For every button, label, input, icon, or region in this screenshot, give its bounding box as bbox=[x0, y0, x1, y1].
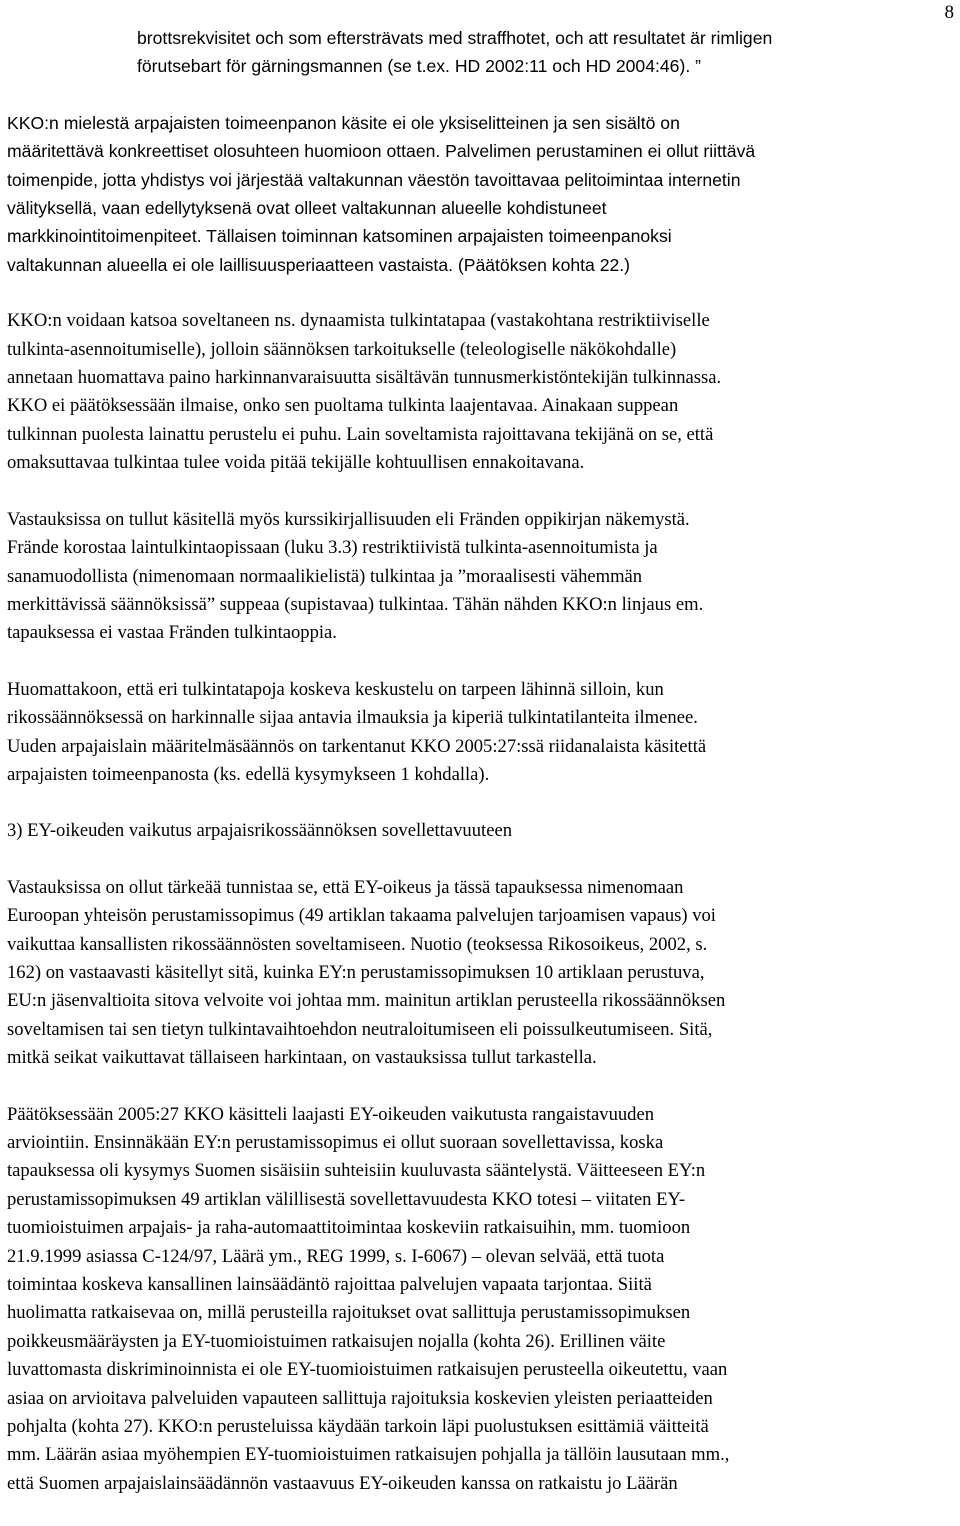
text-line: KKO:n voidaan katsoa soveltaneen ns. dynaamista tulkintatapaa (vastakohtana restriktiiviselle bbox=[7, 310, 710, 332]
text-line: pohjalta (kohta 27). KKO:n perusteluissa käydään tarkoin läpi puolustuksen esittämiä väitteitä bbox=[7, 1416, 709, 1438]
paragraph bbox=[7, 109, 945, 279]
text-line: Huomattakoon, että eri tulkintatapoja koskeva keskustelu on tarpeen lähinnä silloin, kun bbox=[7, 678, 664, 700]
text-line: vaikuttaa kansallisten rikossäännösten soveltamiseen. Nuotio (teoksessa Rikosoikeus, 2002, s. bbox=[7, 933, 708, 955]
text-line: tuomioistuimen arpajais- ja raha-automaattitoimintaa koskeviin ratkaisuihin, mm. tuomioon bbox=[7, 1217, 691, 1239]
text-line: tapauksessa ei vastaa Fränden tulkintaoppia. bbox=[7, 622, 337, 644]
text-line: toimintaa koskeva kansallinen lainsäädäntö rajoittaa palvelujen vapaata tarjontaa. Siitä bbox=[7, 1274, 652, 1296]
text-line: perustamissopimuksen 49 artiklan välillisestä sovellettavuudesta KKO totesi – viitaten EY- bbox=[7, 1188, 686, 1210]
paragraph bbox=[7, 676, 945, 790]
paragraph bbox=[7, 307, 945, 477]
text-line: Vastauksissa on tullut käsitellä myös kurssikirjallisuuden eli Fränden oppikirjan näkemystä. bbox=[7, 508, 690, 530]
text-line: 21.9.1999 asiassa C-124/97, Läärä ym., REG 1999, s. I-6067) – olevan selvää, että tuota bbox=[7, 1245, 665, 1267]
text-line: tulkinta-asennoitumiselle), jolloin säännöksen tarkoitukselle (teleologiselle näkökohdalle) bbox=[7, 338, 677, 360]
text-line: rikossäännöksessä on harkinnalle sijaa antavia ilmauksia ja kiperiä tulkintatilanteita ilmenee. bbox=[7, 707, 698, 729]
text-line: sanamuodollista (nimenomaan normaalikielistä) tulkintaa ja ”moraalisesti vähemmän bbox=[7, 565, 643, 587]
document-body bbox=[7, 24, 945, 1526]
text-line: omaksuttavaa tulkintaa tulee voida pitää tekijälle kohtuullisen ennakoitavana. bbox=[7, 452, 585, 474]
heading-line: 3) EY-oikeuden vaikutus arpajaisrikossäännöksen sovellettavuuteen bbox=[7, 820, 512, 842]
paragraph bbox=[7, 506, 945, 648]
text-line: arpajaisten toimeenpanosta (ks. edellä kysymykseen 1 kohdalla). bbox=[7, 763, 490, 785]
text-line: että Suomen arpajaislainsäädännön vastaavuus EY-oikeuden kanssa on ratkaistu jo Läärän bbox=[7, 1472, 678, 1494]
text-line: EU:n jäsenvaltioita sitova velvoite voi johtaa mm. mainitun artiklan perusteella rikossäännöksen bbox=[7, 990, 726, 1012]
text-line: förutsebart för gärningsmannen (se t.ex. HD 2002:11 och HD 2004:46). ” bbox=[137, 56, 701, 77]
text-line: markkinointitoimenpiteet. Tällaisen toiminnan katsominen arpajaisten toimeenpanoksi bbox=[7, 226, 672, 247]
page-number: 8 bbox=[944, 2, 954, 23]
text-line: tulkinnan puolesta lainattu perustelu ei puhu. Lain soveltamista rajoittavana tekijänä on se, että bbox=[7, 423, 714, 445]
text-line: välityksellä, vaan edellytyksenä ovat olleet valtakunnan alueelle kohdistuneet bbox=[7, 198, 607, 219]
text-line: Päätöksessään 2005:27 KKO käsitteli laajasti EY-oikeuden vaikutusta rangaistavuuden bbox=[7, 1103, 655, 1125]
text-line: KKO ei päätöksessään ilmaise, onko sen puoltama tulkinta laajentavaa. Ainakaan suppean bbox=[7, 395, 679, 417]
text-line: valtakunnan alueella ei ole laillisuusperiaatteen vastaista. (Päätöksen kohta 22.) bbox=[7, 254, 631, 275]
text-line: määritettävä konkreettiset olosuhteen huomioon ottaen. Palvelimen perustaminen ei ollut riittävä bbox=[7, 141, 756, 162]
text-line: 162) on vastaavasti käsitellyt sitä, kuinka EY:n perustamissopimuksen 10 artiklaan perustuva, bbox=[7, 961, 705, 983]
text-line: brottsrekvisitet och som eftersträvats med straffhotet, och att resultatet är rimligen bbox=[137, 28, 773, 48]
text-line: luvattomasta diskriminoinnista ei ole EY-tuomioistuimen ratkaisujen perusteella oikeutettu, vaan bbox=[7, 1359, 728, 1381]
text-line: poikkeusmääräysten ja EY-tuomioistuimen ratkaisujen nojalla (kohta 26). Erillinen väite bbox=[7, 1330, 666, 1352]
paragraph bbox=[7, 1101, 945, 1499]
quote-paragraph bbox=[7, 24, 945, 81]
text-line: soveltamisen tai sen tietyn tulkintavaihtoehdon neutraloitumiseen eli poissulkeutumiseen. Sitä, bbox=[7, 1018, 713, 1040]
text-line: Uuden arpajaislain määritelmäsäännös on tarkentanut KKO 2005:27:ssä riidanalaista käsitettä bbox=[7, 735, 707, 757]
text-line: arviointiin. Ensinnäkään EY:n perustamissopimus ei ollut suoraan sovellettavissa, koska bbox=[7, 1132, 664, 1153]
text-line: Euroopan yhteisön perustamissopimus (49 artiklan takaama palvelujen tarjoamisen vapaus) voi bbox=[7, 905, 716, 927]
text-line: KKO:n mielestä arpajaisten toimeenpanon käsite ei ole yksiselitteinen ja sen sisältö on bbox=[7, 112, 680, 133]
text-line: mm. Läärän asiaa myöhempien EY-tuomioistuimen ratkaisujen pohjalla ja tällöin lausutaan mm., bbox=[7, 1444, 730, 1466]
text-line: Frände korostaa laintulkintaopissaan (luku 3.3) restriktiivistä tulkinta-asennoitumista ja bbox=[7, 537, 658, 559]
text-line: merkittävissä säännöksissä” suppeaa (supistavaa) tulkintaa. Tähän nähden KKO:n linjaus em. bbox=[7, 593, 704, 615]
text-line: mitkä seikat vaikuttavat tällaiseen harkintaan, on vastauksissa tullut tarkastella. bbox=[7, 1047, 597, 1069]
text-line: asiaa on arvioitava palveluiden vapauteen sallittuja rajoituksia koskevien yleisten periaatteiden bbox=[7, 1387, 713, 1409]
paragraph bbox=[7, 874, 945, 1073]
text-line: huolimatta ratkaisevaa on, millä perusteilla rajoitukset ovat sallittuja perustamissopimuksen bbox=[7, 1302, 691, 1324]
text-line: annetaan huomattava paino harkinnanvaraisuutta sisältävän tunnusmerkistöntekijän tulkinnassa. bbox=[7, 367, 722, 389]
text-line: toimenpide, jotta yhdistys voi järjestää valtakunnan väestön tavoittavaa pelitoimintaa internetin bbox=[7, 169, 741, 190]
text-line: Vastauksissa on ollut tärkeää tunnistaa se, että EY-oikeus ja tässä tapauksessa nimenomaan bbox=[7, 876, 684, 898]
section-heading bbox=[7, 817, 945, 845]
text-line: tapauksessa oli kysymys Suomen sisäisiin suhteisiin kuuluvasta sääntelystä. Väitteeseen EY:n bbox=[7, 1160, 706, 1182]
